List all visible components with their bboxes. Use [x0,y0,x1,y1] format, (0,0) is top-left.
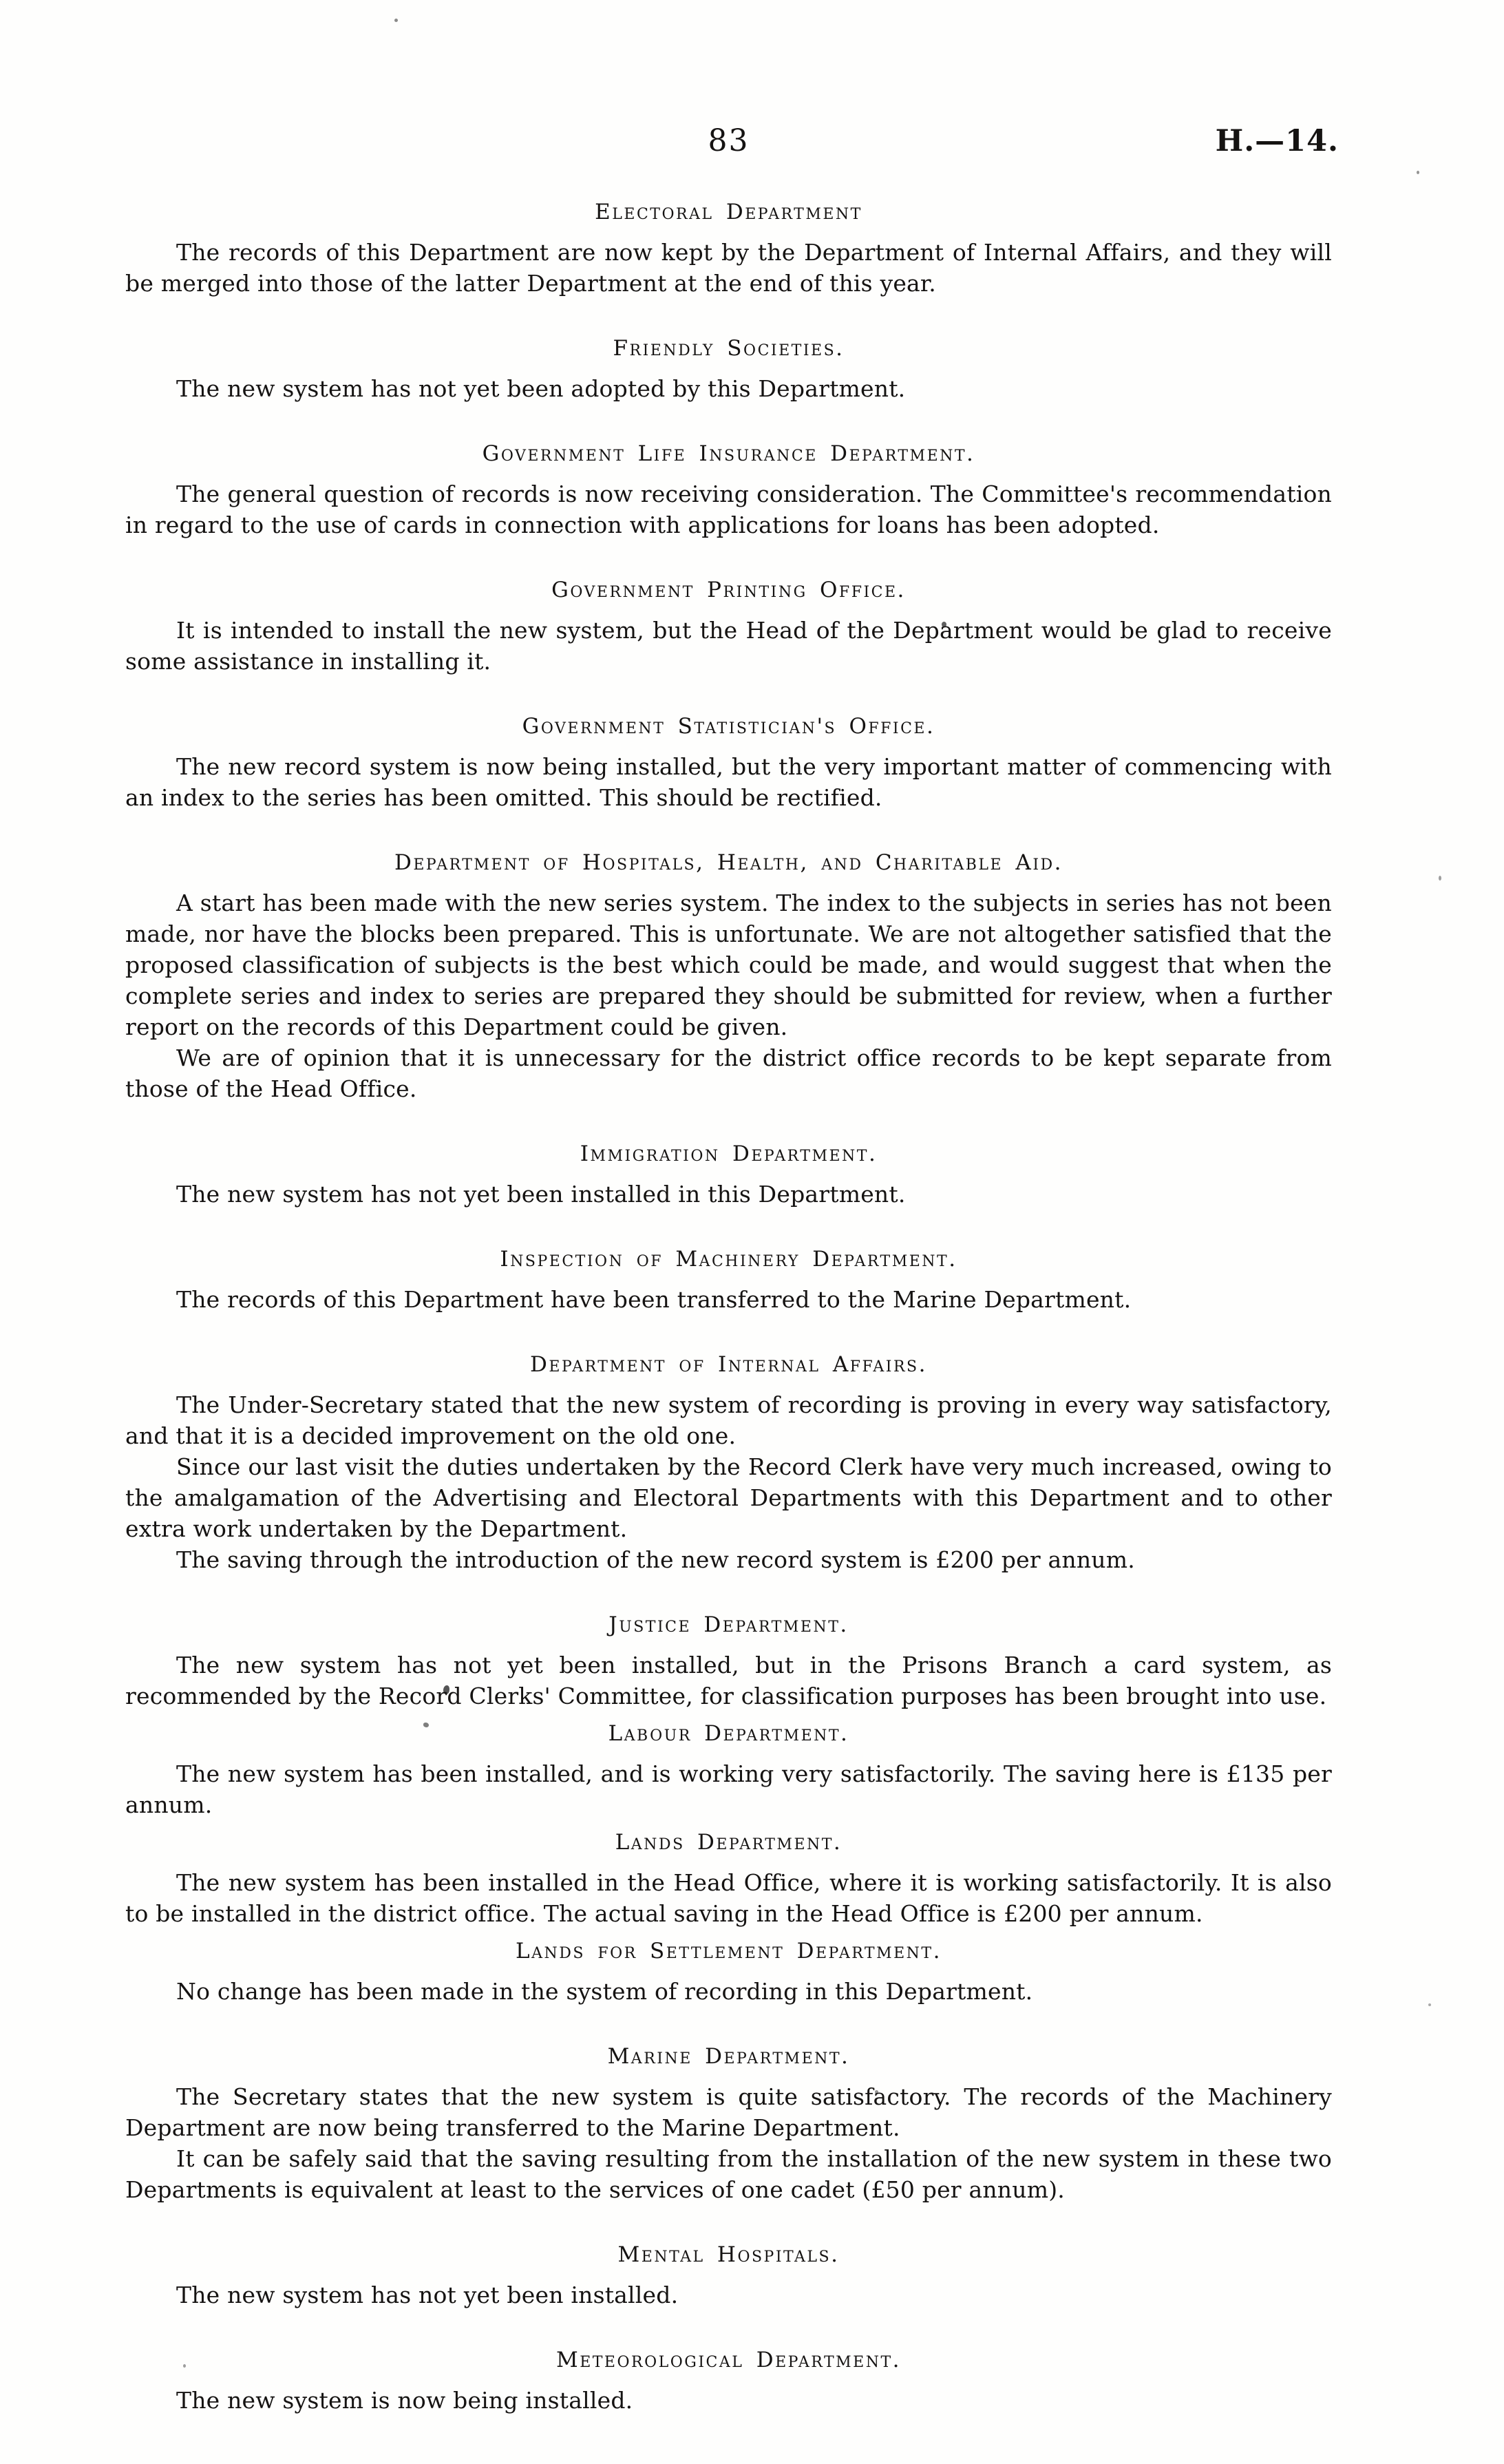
section-internal-affairs [125,1351,1332,1575]
section-heading: Meteorological Department. [555,2348,902,2372]
section-heading: Marine Department. [607,2044,850,2069]
section-heading: Government Statistician's Office. [522,714,935,739]
section-paragraph: The records of this Department are now kept by the Department of Internal Affairs, and they will be merged into those of the latter Department at the end of this year. [125,239,1332,297]
section-paragraph: It can be safely said that the saving resulting from the installation of the new system in these two Departments is equivalent at least to the services of one cadet (£50 per annum). [125,2145,1332,2203]
scan-speck [394,19,398,22]
section-government-statistician [125,713,1332,813]
section-heading: Labour Department. [608,1721,849,1746]
section-paragraph: Since our last visit the duties undertaken by the Record Clerk have very much increased, owing to the amalgamation of the Advertising and Electoral Departments with this Department and to other extra work undertaken by the Department. [125,1453,1332,1542]
section-paragraph: A start has been made with the new series system. The index to the subjects in series has not been made, nor have the blocks been prepared. This is unfortunate. We are not altogether satisfied that the proposed classification of subjects is the best which could be made, and would suggest that when the complete series and index to series are prepared they should be submitted for review, when a further report on the records of this Department could be given. [125,889,1332,1040]
section-lands-for-settlement [125,1937,1332,2007]
section-paragraph: The Secretary states that the new system is quite satisfactory. The records of the Machinery Department are now being transferred to the Marine Department. [125,2083,1332,2141]
section-paragraph: The new system has not yet been adopted by this Department. [176,375,906,402]
section-hospitals-health-charitable-aid [125,849,1332,1104]
section-heading: Justice Department. [608,1612,849,1637]
page-number: 83 [708,123,750,158]
section-paragraph: We are of opinion that it is unnecessary for the district office records to be kept separate from those of the Head Office. [125,1044,1332,1102]
section-paragraph: The records of this Department have been transferred to the Marine Department. [176,1286,1132,1313]
section-paragraph: The saving through the introduction of the new record system is £200 per annum. [176,1546,1135,1573]
section-heading: Government Life Insurance Department. [482,441,975,466]
section-paragraph: The new system is now being installed. [176,2387,633,2414]
section-paragraph: The new system has not yet been installed. [176,2282,679,2308]
section-heading: Inspection of Machinery Department. [500,1247,957,1272]
section-inspection-of-machinery [125,1245,1332,1315]
section-paragraph: The new system has been installed, and is working very satisfactorily. The saving here is £135 per annum. [125,1760,1332,1818]
section-heading: Friendly Societies. [613,336,845,361]
section-heading: Government Printing Office. [551,578,906,602]
section-heading: Lands for Settlement Department. [516,1939,942,1963]
section-meteorological-department [125,2346,1332,2416]
section-heading: Department of Internal Affairs. [530,1352,927,1377]
section-paragraph: The general question of records is now receiving consideration. The Committee's recommendation in regard to the use of cards in connection with applications for loans has been adopted. [125,481,1332,538]
section-paragraph: The Under-Secretary stated that the new system of recording is proving in every way satisfactory, and that it is a decided improvement on the old one. [125,1391,1332,1449]
section-paragraph: The new system has been installed in the Head Office, where it is working satisfactorily. It is also to be installed in the district office. The actual saving in the Head Office is £200 per annum. [125,1869,1332,1927]
section-paragraph: The new system has not yet been installed, but in the Prisons Branch a card system, as recommended by the Record Clerks' Committee, for classification purposes has been brought into use. [125,1652,1332,1709]
page-header [125,123,1339,158]
section-government-life-insurance [125,440,1332,540]
section-heading: Department of Hospitals, Health, and Charitable Aid. [394,850,1063,875]
text-column [0,124,1504,2416]
section-heading: Lands Department. [615,1830,843,1855]
section-paragraph: It is intended to install the new system, but the Head of the Department would be glad to receive some assistance in installing it. [125,617,1332,675]
section-labour-department [125,1720,1332,1820]
section-heading: Immigration Department. [580,1141,878,1166]
section-electoral-department [125,198,1332,299]
section-justice-department [125,1611,1332,1712]
section-friendly-societies [125,335,1332,404]
section-heading: Electoral Department [595,200,862,224]
section-government-printing-office [125,576,1332,677]
section-paragraph: The new system has not yet been installed in this Department. [176,1181,906,1208]
section-lands-department [125,1829,1332,1929]
document-reference: H.—14. [1215,124,1339,158]
section-heading: Mental Hospitals. [617,2242,840,2267]
section-mental-hospitals [125,2241,1332,2310]
section-marine-department [125,2043,1332,2205]
section-paragraph: The new record system is now being installed, but the very important matter of commencing with an index to the series has been omitted. This should be rectified. [125,753,1332,811]
section-immigration-department [125,1140,1332,1210]
section-paragraph: No change has been made in the system of recording in this Department. [176,1978,1033,2005]
